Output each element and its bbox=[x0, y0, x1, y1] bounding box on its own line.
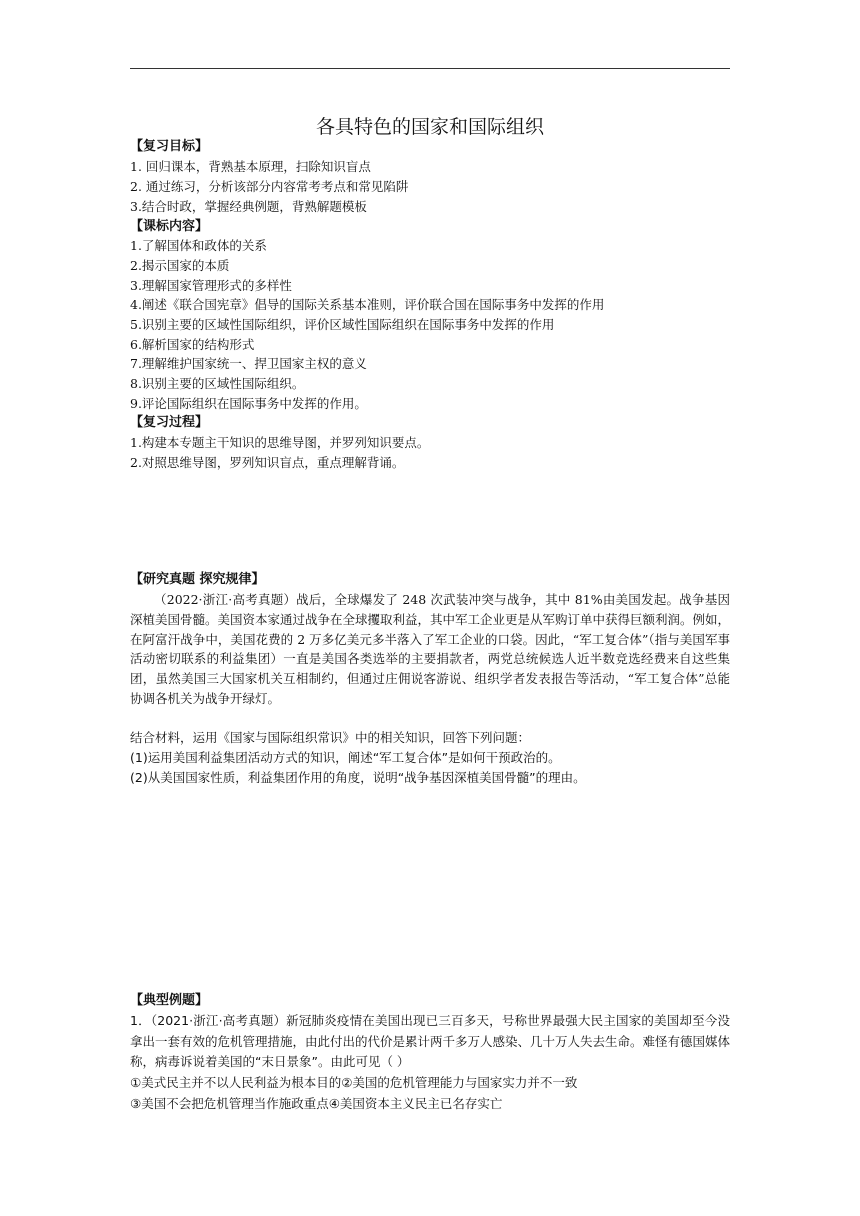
review-goal-item: 2. 通过练习，分析该部分内容常考考点和常见陷阱 bbox=[130, 179, 409, 194]
example-options-line-2: ③美国不会把危机管理当作施政重点④美国资本主义民主已名存实亡 bbox=[130, 1096, 503, 1111]
header-rule bbox=[130, 68, 730, 69]
review-goal-item: 3.结合时政，掌握经典例题，背熟解题模板 bbox=[130, 199, 367, 214]
process-heading: 【复习过程】 bbox=[130, 415, 209, 430]
research-question-2: (2)从美国国家性质，利益集团作用的角度，说明“战争基因深植美国骨髓”的理由。 bbox=[130, 770, 586, 785]
curriculum-item: 3.理解国家管理形式的多样性 bbox=[130, 278, 292, 293]
curriculum-item: 6.解析国家的结构形式 bbox=[130, 337, 255, 352]
curriculum-item: 7.理解维护国家统一、捍卫国家主权的意义 bbox=[130, 356, 367, 371]
curriculum-item: 1.了解国体和政体的关系 bbox=[130, 238, 267, 253]
process-item: 2.对照思维导图，罗列知识盲点，重点理解背诵。 bbox=[130, 455, 405, 470]
curriculum-item: 2.揭示国家的本质 bbox=[130, 258, 230, 273]
example-options-line-1: ①美式民主并不以人民利益为根本目的②美国的危机管理能力与国家实力并不一致 bbox=[130, 1075, 578, 1090]
research-question-1: (1)运用美国利益集团活动方式的知识，阐述“军工复合体”是如何干预政治的。 bbox=[130, 750, 561, 765]
research-prompt: 结合材料，运用《国家与国际组织常识》中的相关知识，回答下列问题： bbox=[130, 730, 531, 745]
review-goal-item: 1. 回归课本，背熟基本原理，扫除知识盲点 bbox=[130, 159, 371, 174]
research-passage: （2022·浙江·高考真题）战后，全球爆发了 248 次武装冲突与战争，其中 81%由美国发起。战争基因深植美国骨髓。美国资本家通过战争在全球攫取利益，其中军工企业更是从军购订单中获得巨额利润。例如，在阿富汗战争中，美国花费的 2 万多亿美元多半落入了军工企业的口袋。因此，“军工复合体”（指与美国军事活动密切联系的利益集团）一直是美国各类选举的主要捐款者，两党总统候选人近半数竞选经费来自这些集团，虽然美国三大国家机关互相制约，但通过庄佣说客游说、组织学者发表报告等活动，“军工复合体”总能协调各机关为战争开绿灯。 bbox=[130, 592, 731, 706]
process-item: 1.构建本专题主干知识的思维导图，并罗列知识要点。 bbox=[130, 435, 430, 450]
curriculum-heading: 【课标内容】 bbox=[130, 219, 209, 234]
curriculum-item: 9.评论国际组织在国际事务中发挥的作用。 bbox=[130, 396, 367, 411]
curriculum-item: 4.阐述《联合国宪章》倡导的国际关系基本准则，评价联合国在国际事务中发挥的作用 bbox=[130, 297, 605, 312]
page-title: 各具特色的国家和国际组织 bbox=[315, 116, 544, 138]
review-goals-heading: 【复习目标】 bbox=[130, 139, 209, 154]
research-heading: 【研究真题 探究规律】 bbox=[130, 572, 265, 587]
example-heading: 【典型例题】 bbox=[130, 993, 209, 1008]
curriculum-item: 5.识别主要的区域性国际组织，评价区域性国际组织在国际事务中发挥的作用 bbox=[130, 317, 555, 332]
curriculum-item: 8.识别主要的区域性国际组织。 bbox=[130, 376, 305, 391]
example-question: 1．（2021·浙江·高考真题）新冠肺炎疫情在美国出现已三百多天，号称世界最强大民主国家的美国却至今没拿出一套有效的危机管理措施，由此付出的代价是累计两千多万人感染、几十万人失去生命。难怪有德国媒体称，病毒诉说着美国的“末日景象”。由此可见（ ） bbox=[130, 1013, 731, 1069]
